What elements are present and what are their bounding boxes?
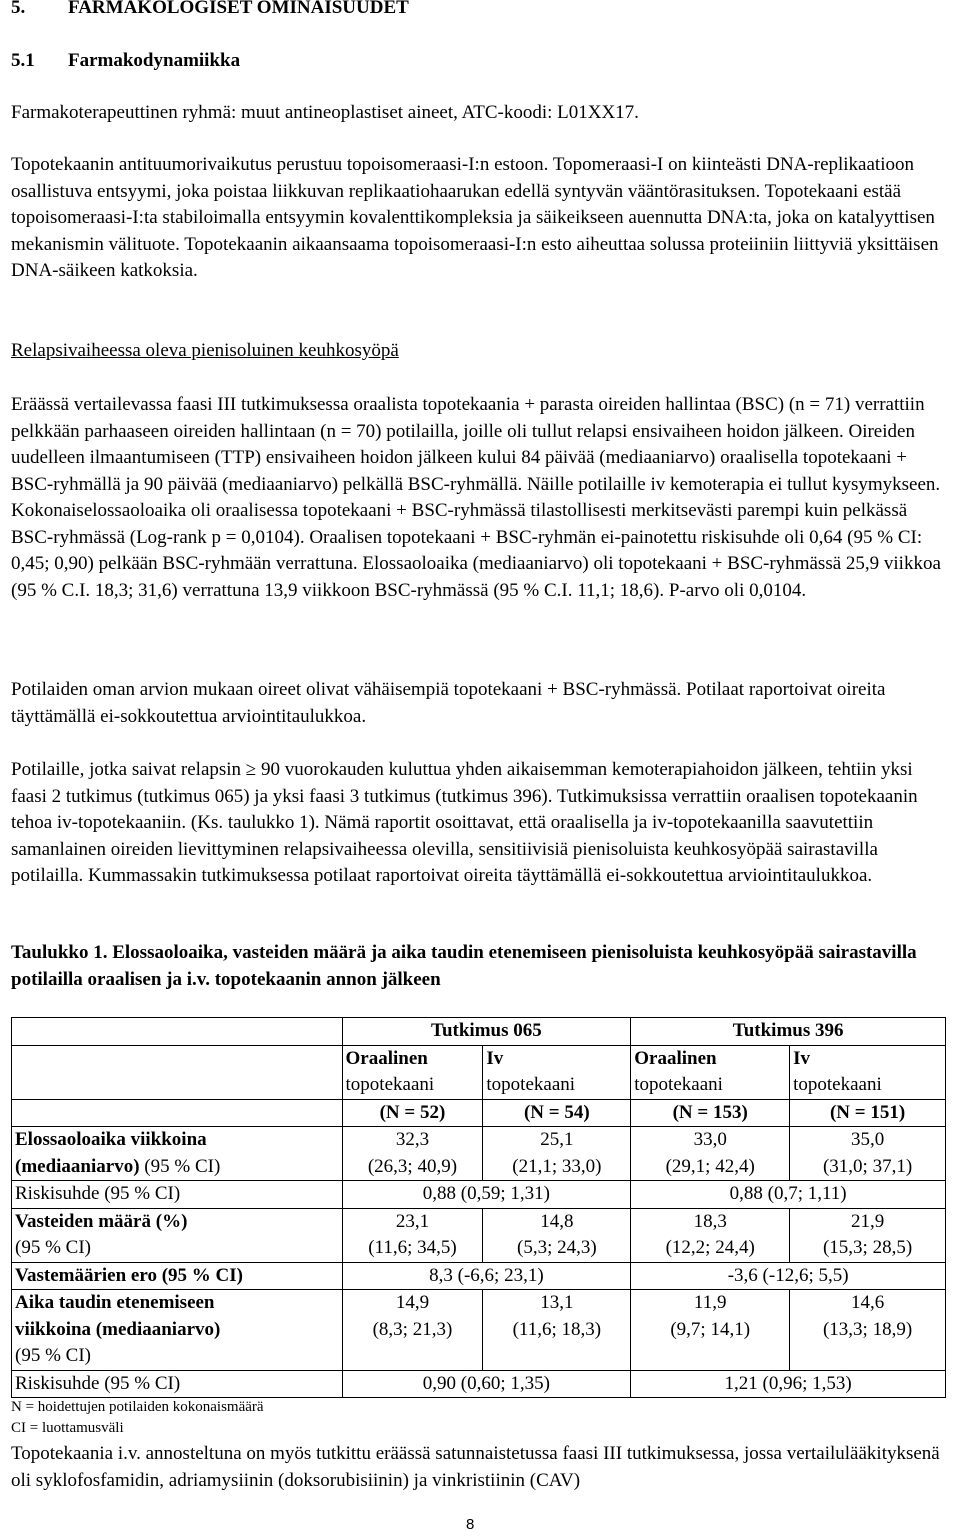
cav-paragraph: Topotekaania i.v. annosteltuna on myös tutkittu eräässä satunnaistetussa faasi III tutkimuksessa, jossa vertailulääkityksenä oli syklofosfamidin, adriamysiinin (doksorubisiinin) ja vinkristiinin (CAV) [11,1443,940,1491]
row-label: Riskisuhde (95 % CI) [12,1181,343,1209]
symptoms-paragraph: Potilaiden oman arvion mukaan oireet olivat vähäisempiä topotekaani + BSC-ryhmässä. Potilaat raportoivat oireita täyttämällä ei-sokkoutettua arviointitaulukkoa. [11,679,886,727]
table-cell: 33,0 (29,1; 42,4) [631,1127,790,1181]
table-cell: 14,8 (5,3; 24,3) [483,1208,631,1262]
table-cell: 8,3 (-6,6; 23,1) [342,1262,631,1290]
subsection-heading: 5.1 Farmakodynamiikka [11,50,241,71]
table-row [12,1262,946,1290]
table-caption: Taulukko 1. Elossaoloaika, vasteiden määrä ja aika taudin etenemiseen pienisoluista keuhkosyöpää sairastavilla potilailla oraalisen ja i.v. topotekaanin annon jälkeen [11,942,917,990]
page-number: 8 [466,1516,475,1533]
table-cell: 14,6 (13,3; 18,9) [790,1290,946,1371]
study-396-header: Tutkimus 396 [631,1018,946,1046]
mechanism-paragraph: Topotekaanin antituumorivaikutus perustuu topoisomeraasi-I:n estoon. Topomeraasi-I on kiinteästi DNA-replikaatioon osallistuva entsyymi, joka poistaa liikkuvan replikaatiohaarukan edellä syntyvän vääntörasituksen. Topotekaani estää topoisomeraasi-I:ta stabiloimalla entsyymin kovalenttikompleksia ja säikeikseen auennutta DNA:ta, joka on katalyyttisen mekanismin välituote. Topotekaanin aikaansaama topoisomeraasi-I:n esto aiheuttaa solussa proteiiniin liittyviä yksittäisen DNA-säikeen katkoksia. [11,154,939,281]
table-cell: 21,9 (15,3; 28,5) [790,1208,946,1262]
atc-paragraph: Farmakoterapeuttinen ryhmä: muut antineoplastiset aineet, ATC-koodi: L01XX17. [11,102,639,123]
table-cell: 0,90 (0,60; 1,35) [342,1370,631,1398]
n-cell: (N = 151) [790,1099,946,1127]
table-cell: 13,1 (11,6; 18,3) [483,1290,631,1371]
table-row [12,1181,946,1209]
table-cell: 32,3 (26,3; 40,9) [342,1127,483,1181]
study-065-header: Tutkimus 065 [342,1018,631,1046]
results-table [11,1017,946,1398]
arm-oral-065: Oraalinen topotekaani [342,1045,483,1099]
footnote-ci: CI = luottamusväli [11,1420,124,1436]
table-header-study [12,1018,946,1046]
table-header-arms [12,1045,946,1099]
phase3-paragraph: Eräässä vertailevassa faasi III tutkimuksessa oraalista topotekaania + parasta oireiden hallintaa (BSC) (n = 71) verrattiin pelkkään parhaaseen oireiden hallintaan (n = 70) potilailla, joille oli tullut relapsi ensivaiheen hoidon jälkeen. Oireiden uudelleen ilmaantumiseen (TTP) ensivaiheen hoidon jälkeen kului 84 päivää (mediaaniarvo) oraalisella topotekaani + BSC-ryhmällä ja 90 päivää (mediaaniarvo) pelkällä BSC-ryhmällä. Näille potilaille iv kemoterapia ei tullut kysymykseen. Kokonaiselossaoloaika oli oraalisessa topotekaani + BSC-ryhmässä tilastollisesti merkitsevästi parempi kuin pelkässä BSC-ryhmässä (Log-rank p = 0,0104). Oraalisen topotekaani + BSC-ryhmän ei-painotettu riskisuhde oli 0,64 (95 % CI: 0,45; 0,90) pelkään BSC-ryhmään verrattuna. Elossaoloaika (mediaaniarvo) oli topotekaani + BSC-ryhmässä 25,9 viikkoa (95 % C.I. 18,3; 31,6) verrattuna 13,9 viikkoon BSC-ryhmässä (95 % C.I. 11,1; 18,6). P-arvo oli 0,0104. [11,394,941,601]
studies-paragraph: Potilaille, jotka saivat relapsin ≥ 90 vuorokauden kuluttua yhden aikaisemman kemoterapiahoidon jälkeen, tehtiin yksi faasi 2 tutkimus (tutkimus 065) ja yksi faasi 3 tutkimus (tutkimus 396). Tutkimuksissa verrattiin oraalisen topotekaanin tehoa iv-topotekaaniin. (Ks. taulukko 1). Nämä raportit osoittavat, että oraalisella ja iv-topotekaanilla saavutettiin samanlainen oireiden lievittyminen relapsivaiheessa olevilla, sensitiivisiä pienisoluista keuhkosyöpää sairastavilla potilailla. Kummassakin tutkimuksessa potilaat raportoivat oireita täyttämällä ei-sokkoutettua arviointitaulukkoa. [11,759,918,886]
table-cell: -3,6 (-12,6; 5,5) [631,1262,946,1290]
table-cell: 25,1 (21,1; 33,0) [483,1127,631,1181]
subheading-sclc: Relapsivaiheessa oleva pienisoluinen keuhkosyöpä [11,340,399,361]
arm-iv-396: Iv topotekaani [790,1045,946,1099]
n-cell: (N = 54) [483,1099,631,1127]
table-cell: 0,88 (0,7; 1,11) [631,1181,946,1209]
row-label: Elossaoloaika viikkoina (mediaaniarvo) (95 % CI) [12,1127,343,1181]
section-heading: 5. FARMAKOLOGISET OMINAISUUDET [11,0,409,18]
table-row [12,1127,946,1181]
table-cell: 0,88 (0,59; 1,31) [342,1181,631,1209]
table-cell: 18,3 (12,2; 24,4) [631,1208,790,1262]
n-cell: (N = 153) [631,1099,790,1127]
arm-iv-065: Iv topotekaani [483,1045,631,1099]
table-row [12,1370,946,1398]
table-cell: 14,9 (8,3; 21,3) [342,1290,483,1371]
table-row [12,1290,946,1371]
footnote-n: N = hoidettujen potilaiden kokonaismäärä [11,1399,264,1415]
table-header-n [12,1099,946,1127]
row-label: Aika taudin etenemiseen viikkoina (mediaaniarvo) (95 % CI) [12,1290,343,1371]
n-cell: (N = 52) [342,1099,483,1127]
table-cell: 23,1 (11,6; 34,5) [342,1208,483,1262]
table-cell: 35,0 (31,0; 37,1) [790,1127,946,1181]
row-label: Vastemäärien ero (95 % CI) [12,1262,343,1290]
table-row [12,1208,946,1262]
arm-oral-396: Oraalinen topotekaani [631,1045,790,1099]
table-cell: 11,9 (9,7; 14,1) [631,1290,790,1371]
row-label: Riskisuhde (95 % CI) [12,1370,343,1398]
table-cell: 1,21 (0,96; 1,53) [631,1370,946,1398]
row-label: Vasteiden määrä (%) (95 % CI) [12,1208,343,1262]
